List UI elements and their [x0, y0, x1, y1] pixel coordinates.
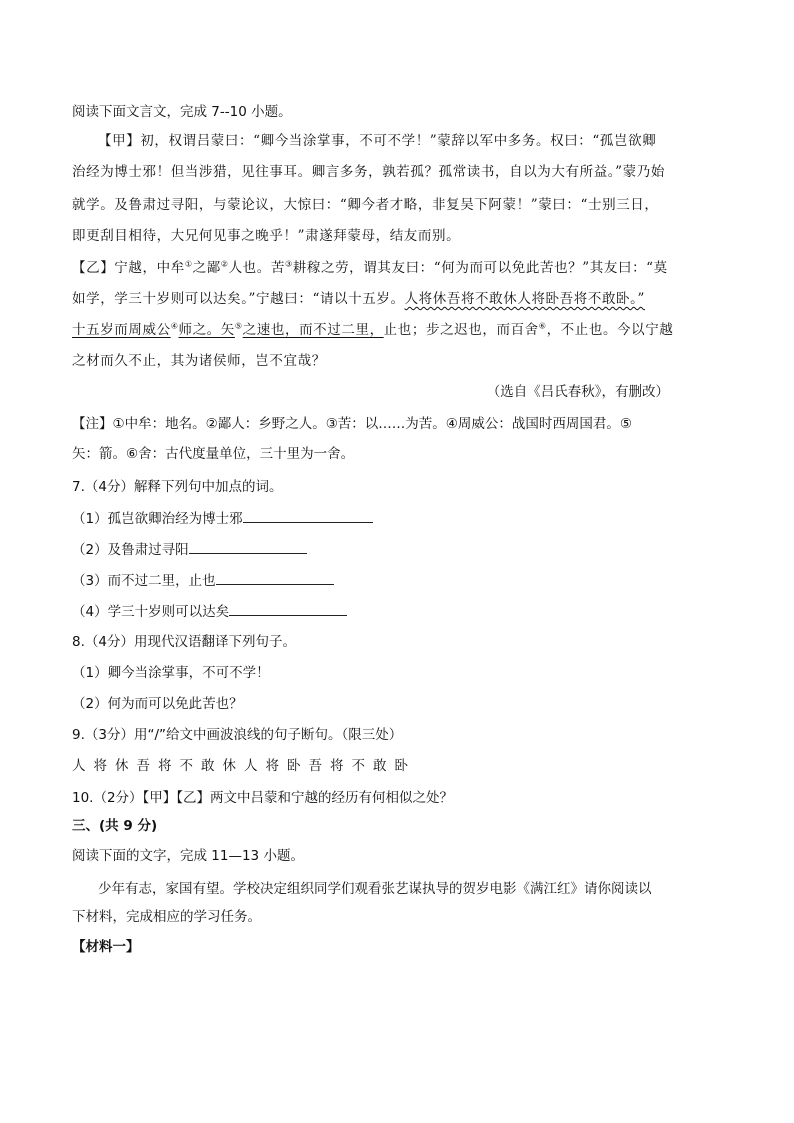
- underlined-text: 十五岁而周威公: [72, 322, 171, 338]
- question-10: 10.（2分）【甲】【乙】两文中吕蒙和宁越的经历有何相似之处？: [72, 790, 454, 806]
- section-heading: 三、(共 9 分): [72, 818, 158, 834]
- footnote-mark: ②: [220, 259, 229, 269]
- question-title: 8.（4分）用现代汉语翻译下列句子。: [72, 634, 296, 650]
- footnote-mark: ①: [184, 259, 193, 269]
- passage-yi-line: [72, 289, 645, 309]
- intro-paragraph-line: 下材料，完成相应的学习任务。: [72, 909, 261, 925]
- question-item: （2）何为而可以免此苦也？: [72, 696, 243, 712]
- text: 止也；步之迟也，而百舍: [383, 322, 539, 338]
- text: ，不止也。今以宁越: [546, 322, 674, 338]
- text: 之鄙: [192, 260, 221, 276]
- question-item: （1）卿今当涂掌事，不可不学！: [72, 665, 270, 681]
- answer-blank[interactable]: [216, 570, 334, 585]
- question-item: [72, 601, 347, 622]
- passage-jia-line: 就学。及鲁肃过寻阳，与蒙论议，大惊曰：“卿今者才略，非复吴下阿蒙！”蒙曰：“士别三日，: [72, 197, 659, 213]
- text: 耕稼之劳，谓其友曰：“何为而可以免此苦也？”其友曰：“莫: [292, 260, 668, 276]
- answer-blank[interactable]: [229, 601, 347, 616]
- source-note: （选自《吕氏春秋》，有删改）: [486, 384, 669, 400]
- item-text: （1）孤岂欲卿治经为博士邪: [72, 511, 243, 527]
- instructions: 阅读下面文言文，完成 7--10 小题。: [72, 104, 292, 120]
- underlined-text: 之速也，而不过二里，: [242, 322, 384, 338]
- sentence-to-punctuate: 人将休吾将不敢休人将卧吾将不敢卧: [72, 758, 416, 774]
- footnote-mark: ③: [284, 259, 293, 269]
- notes-line: 矢：箭。⑥舍：古代度量单位，三十里为一舍。: [72, 446, 355, 462]
- question-item: [72, 539, 307, 560]
- footnote-mark: ⑤: [234, 321, 243, 331]
- text: 如学，学三十岁则可以达矣。”宁越曰：“请以十五岁。: [72, 291, 405, 307]
- question-title: 7.（4分）解释下列句中加点的词。: [72, 479, 283, 495]
- material-label: 【材料一】: [72, 939, 140, 955]
- notes-line: 【注】①中牟：地名。②鄙人：乡野之人。③苦：以……为苦。④周威公：战国时西周国君。⑤: [72, 416, 633, 432]
- question-item: [72, 508, 373, 529]
- intro-paragraph-line: 少年有志，家国有望。学校决定组织同学们观看张艺谋执导的贺岁电影《满江红》请你阅读以: [98, 881, 652, 897]
- footnote-mark: ④: [170, 321, 179, 331]
- section-instructions: 阅读下面的文字，完成 11—13 小题。: [72, 848, 304, 864]
- passage-jia-line: 即更刮目相待，大兄何见事之晚乎！”肃遂拜蒙母，结友而别。: [72, 228, 461, 244]
- passage-yi-line: [72, 320, 673, 340]
- underlined-text: 师之。矢: [178, 322, 235, 338]
- item-text: （4）学三十岁则可以达矣: [72, 604, 230, 620]
- answer-blank[interactable]: [243, 508, 373, 523]
- answer-blank[interactable]: [189, 539, 307, 554]
- text: 人也。苦: [228, 260, 285, 276]
- passage-jia-line: 【甲】初，权谓吕蒙曰：“卿今当涂掌事，不可不学！”蒙辞以军中多务。权曰：“孤岂欲卿: [98, 133, 657, 149]
- passage-yi-line: [72, 258, 668, 278]
- passage-yi-line: 之材而久不止，其为诸侯师，岂不宜哉？: [72, 353, 326, 369]
- wavy-underlined-sentence: 人将休吾将不敢休人将卧吾将不敢卧。”: [404, 291, 646, 307]
- footnote-mark: ⑥: [538, 321, 547, 331]
- text: 【乙】宁越，中牟: [72, 260, 185, 276]
- question-item: [72, 570, 334, 591]
- passage-jia-line: 治经为博士邪！但当涉猎，见往事耳。卿言多务，孰若孤？孤常读书，自以为大有所益。”蒙乃始: [72, 164, 665, 180]
- question-title: 9.（3分）用“/”给文中画波浪线的句子断句。（限三处）: [72, 727, 403, 743]
- item-text: （3）而不过二里，止也: [72, 573, 216, 589]
- item-text: （2）及鲁肃过寻阳: [72, 542, 189, 558]
